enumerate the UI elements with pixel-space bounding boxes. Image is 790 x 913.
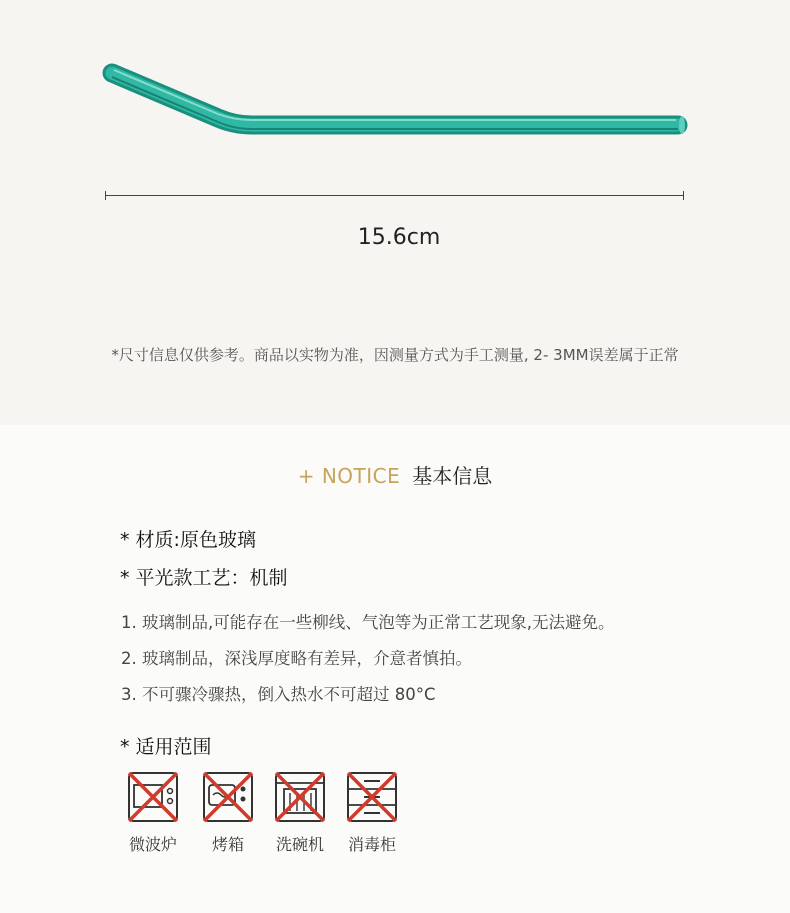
usage-item-label: 微波炉	[128, 835, 177, 854]
note-item: 1. 玻璃制品,可能存在一些柳线、气泡等为正常工艺现象,无法避免。	[121, 613, 615, 632]
microwave-prohibited-icon	[123, 767, 183, 827]
usage-heading: * 适用范围	[120, 736, 212, 758]
sterilizer-prohibited-icon	[342, 767, 402, 827]
usage-item-label: 洗碗机	[275, 835, 324, 854]
notice-title-zh: 基本信息	[412, 464, 493, 488]
usage-item-oven	[193, 767, 263, 855]
oven-prohibited-icon	[198, 767, 258, 827]
note-item: 3. 不可骤冷骤热，倒入热水不可超过 80°C	[121, 685, 436, 704]
usage-icons	[118, 767, 418, 867]
usage-item-sterilizer	[337, 767, 407, 855]
spec-process: * 平光款工艺：机制	[120, 567, 288, 589]
glass-straw-image	[100, 60, 700, 150]
size-disclaimer: *尺寸信息仅供参考。商品以实物为准，因测量方式为手工测量, 2- 3MM误差属于正常	[111, 346, 679, 364]
length-label: 15.6cm	[357, 225, 441, 250]
dimension-line	[105, 195, 684, 196]
usage-item-label: 烤箱	[211, 835, 244, 854]
notice-title-en: + NOTICE	[297, 464, 401, 488]
usage-item-dishwasher	[265, 767, 335, 855]
note-item: 2. 玻璃制品，深浅厚度略有差异，介意者慎拍。	[121, 649, 472, 668]
product-image-area	[0, 0, 790, 425]
dishwasher-prohibited-icon	[270, 767, 330, 827]
usage-item-microwave	[118, 767, 188, 855]
spec-material: * 材质:原色玻璃	[120, 529, 256, 551]
notice-heading	[0, 460, 790, 489]
usage-item-label: 消毒柜	[347, 835, 396, 854]
